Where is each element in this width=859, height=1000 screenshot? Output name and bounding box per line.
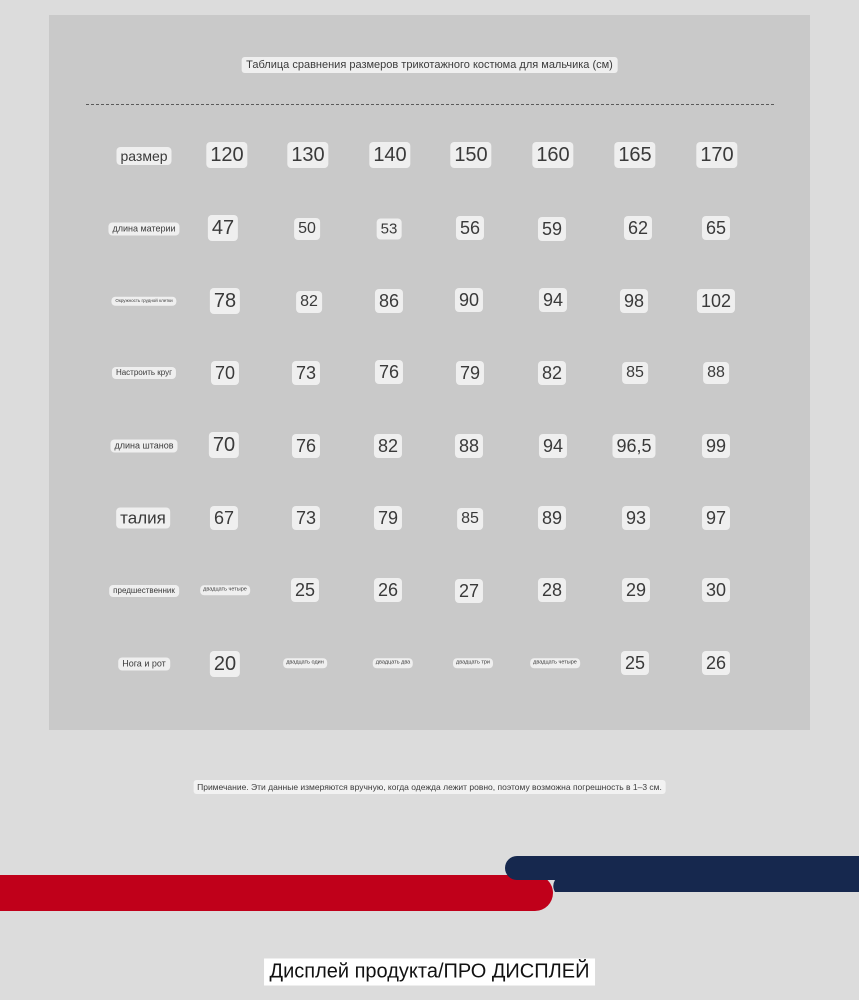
footer-title: Дисплей продукта/ПРО ДИСПЛЕЙ [264,959,596,986]
table-cell: 96,5 [612,434,655,458]
table-cell: 82 [374,434,402,458]
table-cell: двадцать три [453,658,493,668]
row-label-predecessor: предшественник [109,585,179,597]
row-label-leg-opening: Нога и рот [118,658,170,671]
table-cell: 79 [456,361,484,385]
table-cell: 160 [532,142,573,168]
table-cell: 29 [622,578,650,602]
table-cell: 102 [697,289,735,313]
table-cell: 85 [457,508,483,530]
table-cell: 94 [539,288,567,312]
row-label-pants-length: длина штанов [110,440,177,453]
table-cell: 120 [206,142,247,168]
table-cell: 26 [702,651,730,675]
table-cell: 140 [369,142,410,168]
table-cell: 150 [450,142,491,168]
table-cell: двадцать один [283,658,327,668]
table-cell: 59 [538,217,566,241]
table-cell: 47 [208,215,238,241]
table-cell: 73 [292,506,320,530]
table-cell: 78 [210,288,240,314]
table-cell: 70 [211,361,239,385]
row-label-waist: талия [116,508,170,529]
table-cell: 82 [538,361,566,385]
table-cell: 28 [538,578,566,602]
table-cell: 79 [374,506,402,530]
table-cell: двадцать два [373,658,413,668]
table-cell: 93 [622,506,650,530]
dashed-divider [86,104,774,105]
table-cell: 62 [624,216,652,240]
table-cell: 27 [455,579,483,603]
table-cell: 88 [455,434,483,458]
table-cell: 98 [620,289,648,313]
table-cell: 50 [294,218,320,240]
table-cell: 30 [702,578,730,602]
table-cell: 130 [287,142,328,168]
table-cell: 70 [209,432,239,458]
table-cell: 86 [375,289,403,313]
table-cell: двадцать четыре [530,658,580,668]
table-title: Таблица сравнения размеров трикотажного костюма для мальчика (см) [241,57,618,73]
table-cell: 88 [703,362,729,384]
table-cell: 94 [539,434,567,458]
table-cell: 73 [292,361,320,385]
measurement-note: Примечание. Эти данные измеряются вручную, когда одежда лежит ровно, поэтому возможна погрешность в 1–3 см. [193,780,666,794]
size-chart-panel [49,15,810,730]
table-cell: 170 [696,142,737,168]
red-stripe [0,875,553,911]
table-cell: 56 [456,216,484,240]
table-cell: двадцать четыре [200,585,250,595]
decorative-stripes [0,850,859,920]
table-cell: 165 [614,142,655,168]
table-cell: 90 [455,288,483,312]
navy-stripe [505,856,859,892]
table-cell: 20 [210,651,240,677]
table-cell: 65 [702,216,730,240]
row-label-length: длина материи [108,223,179,236]
row-label-chest: Окружность грудной клетки [111,297,176,306]
table-cell: 99 [702,434,730,458]
table-cell: 89 [538,506,566,530]
row-label-circle: Настроить круг [112,367,176,379]
table-cell: 82 [296,291,322,313]
row-label-size: размер [116,147,171,165]
table-cell: 85 [622,362,648,384]
table-cell: 97 [702,506,730,530]
table-cell: 76 [375,360,403,384]
table-cell: 26 [374,578,402,602]
table-cell: 25 [291,578,319,602]
table-cell: 76 [292,434,320,458]
table-cell: 25 [621,651,649,675]
table-cell: 53 [377,219,402,240]
table-cell: 67 [210,506,238,530]
